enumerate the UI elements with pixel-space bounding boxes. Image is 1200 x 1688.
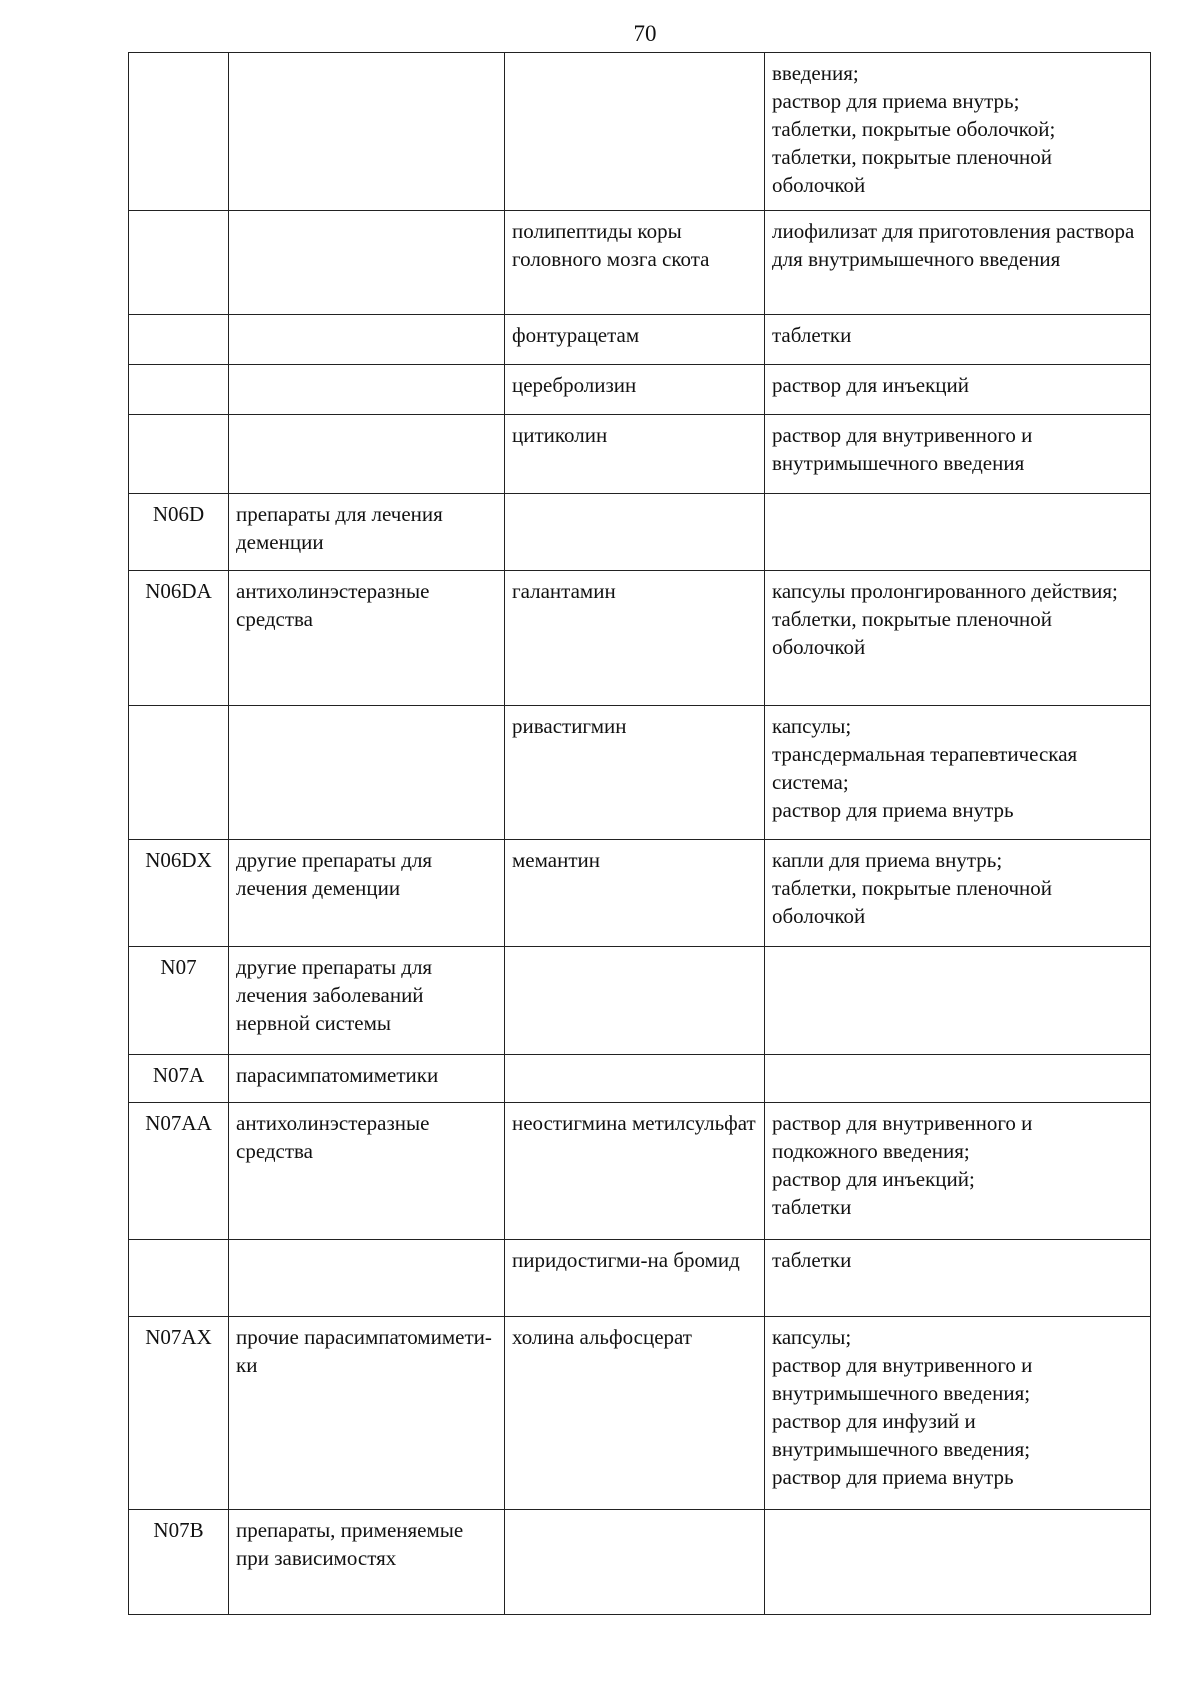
drug-name-cell: ривастигмин xyxy=(505,706,765,840)
table-row xyxy=(129,494,1151,571)
dosage-form-line: капсулы; xyxy=(772,714,852,738)
table-row xyxy=(129,1055,1151,1103)
dosage-form-line: лиофилизат для приготовления раствора для внутримышечного введения xyxy=(772,219,1135,271)
atc-group-cell xyxy=(229,365,505,415)
atc-code-cell xyxy=(129,365,229,415)
drug-name-cell: неостигмина метилсульфат xyxy=(505,1103,765,1240)
drug-name-cell xyxy=(505,1055,765,1103)
dosage-form-line: раствор для инъекций; xyxy=(772,1167,975,1191)
table-row xyxy=(129,947,1151,1055)
dosage-form-cell xyxy=(765,1510,1151,1615)
drug-name-cell: церебролизин xyxy=(505,365,765,415)
table-row xyxy=(129,1240,1151,1317)
table-row xyxy=(129,315,1151,365)
dosage-form-cell xyxy=(765,706,1151,840)
dosage-form-line: раствор для внутривенного и внутримышечного введения; xyxy=(772,1353,1033,1405)
atc-group-cell xyxy=(229,706,505,840)
table-row xyxy=(129,53,1151,211)
atc-code-cell: N07AA xyxy=(129,1103,229,1240)
dosage-form-cell xyxy=(765,1055,1151,1103)
atc-code-cell xyxy=(129,706,229,840)
atc-code-cell: N06DA xyxy=(129,571,229,706)
dosage-form-line: таблетки, покрытые оболочкой; xyxy=(772,117,1056,141)
drug-name-cell: галантамин xyxy=(505,571,765,706)
dosage-form-line: трансдермальная терапевтическая система; xyxy=(772,742,1078,794)
dosage-form-cell xyxy=(765,840,1151,947)
dosage-form-cell xyxy=(765,1240,1151,1317)
table-row xyxy=(129,840,1151,947)
table-row xyxy=(129,415,1151,494)
atc-code-cell: N07B xyxy=(129,1510,229,1615)
atc-code-cell: N07AX xyxy=(129,1317,229,1510)
atc-code-cell xyxy=(129,1240,229,1317)
atc-group-cell: прочие парасимпатомимети-ки xyxy=(229,1317,505,1510)
drug-name-cell xyxy=(505,53,765,211)
dosage-form-line: таблетки xyxy=(772,1248,852,1272)
drug-table xyxy=(128,52,1151,1615)
dosage-form-cell xyxy=(765,1317,1151,1510)
atc-group-cell: антихолинэстеразные средства xyxy=(229,571,505,706)
dosage-form-line: таблетки, покрытые пленочной оболочкой xyxy=(772,145,1053,197)
dosage-form-cell xyxy=(765,211,1151,315)
atc-code-cell: N06D xyxy=(129,494,229,571)
table-row xyxy=(129,706,1151,840)
drug-name-cell xyxy=(505,494,765,571)
atc-code-cell: N07A xyxy=(129,1055,229,1103)
atc-code-cell xyxy=(129,415,229,494)
atc-group-cell xyxy=(229,211,505,315)
drug-name-cell xyxy=(505,947,765,1055)
drug-name-cell: цитиколин xyxy=(505,415,765,494)
dosage-form-line: капсулы пролонгированного действия; xyxy=(772,579,1118,603)
atc-code-cell xyxy=(129,53,229,211)
dosage-form-line: таблетки, покрытые пленочной оболочкой xyxy=(772,876,1053,928)
atc-code-cell: N06DX xyxy=(129,840,229,947)
atc-group-cell: препараты, применяемые при зависимостях xyxy=(229,1510,505,1615)
table-row xyxy=(129,211,1151,315)
dosage-form-line: капли для приема внутрь; xyxy=(772,848,1003,872)
atc-code-cell xyxy=(129,315,229,365)
dosage-form-line: раствор для инфузий и внутримышечного введения; xyxy=(772,1409,1031,1461)
drug-name-cell: пиридостигми-на бромид xyxy=(505,1240,765,1317)
atc-code-cell: N07 xyxy=(129,947,229,1055)
drug-name-cell: мемантин xyxy=(505,840,765,947)
dosage-form-line: раствор для приема внутрь; xyxy=(772,89,1020,113)
dosage-form-line: таблетки xyxy=(772,1195,852,1219)
dosage-form-line: таблетки, покрытые пленочной оболочкой xyxy=(772,607,1053,659)
dosage-form-line: раствор для инъекций xyxy=(772,373,969,397)
dosage-form-cell xyxy=(765,1103,1151,1240)
atc-group-cell: антихолинэстеразные средства xyxy=(229,1103,505,1240)
dosage-form-line: раствор для приема внутрь xyxy=(772,1465,1014,1489)
table-body xyxy=(129,53,1151,1615)
dosage-form-line: раствор для внутривенного и подкожного введения; xyxy=(772,1111,1033,1163)
drug-name-cell: фонтурацетам xyxy=(505,315,765,365)
dosage-form-cell xyxy=(765,365,1151,415)
atc-group-cell xyxy=(229,53,505,211)
dosage-form-cell xyxy=(765,571,1151,706)
table-row xyxy=(129,571,1151,706)
dosage-form-cell xyxy=(765,947,1151,1055)
dosage-form-cell xyxy=(765,315,1151,365)
dosage-form-line: введения; xyxy=(772,61,859,85)
atc-group-cell: парасимпатомиметики xyxy=(229,1055,505,1103)
drug-name-cell: холина альфосцерат xyxy=(505,1317,765,1510)
atc-group-cell: другие препараты для лечения заболеваний нервной системы xyxy=(229,947,505,1055)
atc-group-cell xyxy=(229,1240,505,1317)
table-row xyxy=(129,1317,1151,1510)
table-row xyxy=(129,1510,1151,1615)
dosage-form-line: раствор для приема внутрь xyxy=(772,798,1014,822)
page-number: 70 xyxy=(633,21,657,46)
atc-group-cell xyxy=(229,315,505,365)
dosage-form-line: раствор для внутривенного и внутримышечного введения xyxy=(772,423,1033,475)
atc-code-cell xyxy=(129,211,229,315)
atc-group-cell xyxy=(229,415,505,494)
dosage-form-line: таблетки xyxy=(772,323,852,347)
atc-group-cell: другие препараты для лечения деменции xyxy=(229,840,505,947)
drug-name-cell: полипептиды коры головного мозга скота xyxy=(505,211,765,315)
dosage-form-cell xyxy=(765,415,1151,494)
drug-name-cell xyxy=(505,1510,765,1615)
atc-group-cell: препараты для лечения деменции xyxy=(229,494,505,571)
dosage-form-cell xyxy=(765,494,1151,571)
table-row xyxy=(129,1103,1151,1240)
dosage-form-cell xyxy=(765,53,1151,211)
dosage-form-line: капсулы; xyxy=(772,1325,852,1349)
table-row xyxy=(129,365,1151,415)
